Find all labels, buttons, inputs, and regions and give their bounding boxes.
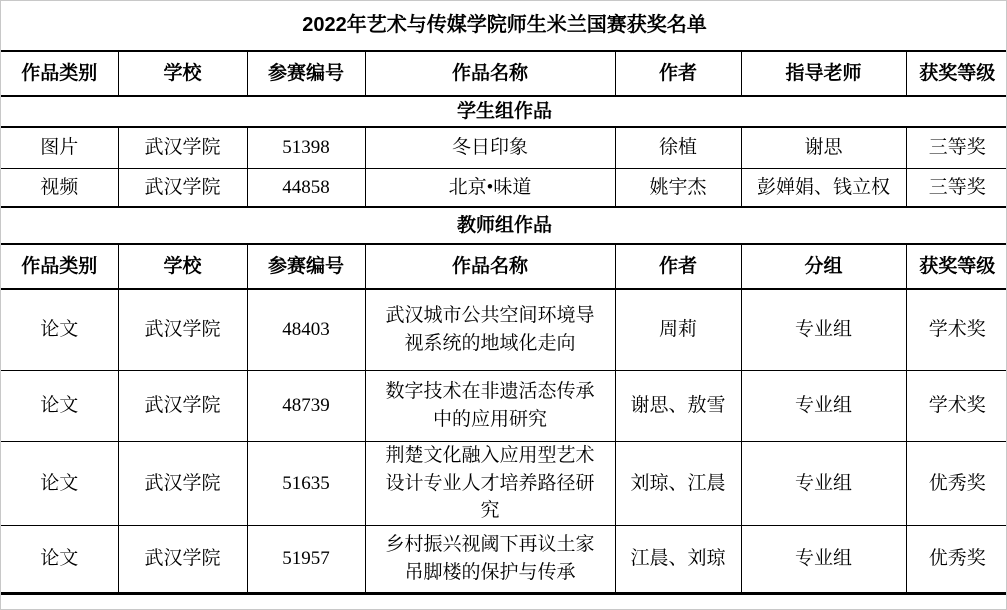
cell-award-level: 优秀奖 (906, 526, 1007, 594)
col-header-work-title: 作品名称 (365, 51, 615, 96)
cell-work-title: 乡村振兴视阈下再议土家吊脚楼的保护与传承 (365, 526, 615, 594)
col-header-author: 作者 (615, 244, 741, 289)
col-header-category: 作品类别 (1, 244, 118, 289)
cell-school: 武汉学院 (118, 127, 247, 169)
cell-award-level: 优秀奖 (906, 442, 1007, 526)
teacher-row (1, 526, 1007, 594)
cell-group: 专业组 (741, 526, 906, 594)
cell-author: 谢思、敖雪 (615, 371, 741, 442)
student-row (1, 169, 1007, 208)
cell-category: 视频 (1, 169, 118, 208)
col-header-category: 作品类别 (1, 51, 118, 96)
cell-work-title: 冬日印象 (365, 127, 615, 169)
teacher-header-row (1, 244, 1007, 289)
cell-entry-number: 44858 (247, 169, 365, 208)
col-header-group: 分组 (741, 244, 906, 289)
cell-entry-number: 48739 (247, 371, 365, 442)
cell-school: 武汉学院 (118, 169, 247, 208)
cell-category: 论文 (1, 442, 118, 526)
student-header-row (1, 51, 1007, 96)
cell-group: 专业组 (741, 442, 906, 526)
cell-author: 周莉 (615, 289, 741, 371)
cell-entry-number: 51635 (247, 442, 365, 526)
cell-advisor: 彭婵娟、钱立权 (741, 169, 906, 208)
col-header-advisor: 指导老师 (741, 51, 906, 96)
cell-school: 武汉学院 (118, 442, 247, 526)
col-header-author: 作者 (615, 51, 741, 96)
cell-category: 论文 (1, 371, 118, 442)
student-section-row (1, 96, 1007, 127)
col-header-award-level: 获奖等级 (906, 51, 1007, 96)
teacher-row (1, 442, 1007, 526)
cell-work-title: 武汉城市公共空间环境导视系统的地域化走向 (365, 289, 615, 371)
col-header-work-title: 作品名称 (365, 244, 615, 289)
col-header-entry-number: 参赛编号 (247, 244, 365, 289)
teacher-row (1, 371, 1007, 442)
cell-entry-number: 48403 (247, 289, 365, 371)
cell-category: 图片 (1, 127, 118, 169)
table-title-row (1, 1, 1007, 51)
cell-work-title: 北京•味道 (365, 169, 615, 208)
awards-table (1, 1, 1007, 595)
col-header-award-level: 获奖等级 (906, 244, 1007, 289)
table-title: 2022年艺术与传媒学院师生米兰国赛获奖名单 (1, 1, 1007, 51)
col-header-school: 学校 (118, 244, 247, 289)
cell-author: 江晨、刘琼 (615, 526, 741, 594)
cell-award-level: 学术奖 (906, 371, 1007, 442)
cell-work-title: 数字技术在非遗活态传承中的应用研究 (365, 371, 615, 442)
col-header-entry-number: 参赛编号 (247, 51, 365, 96)
cell-author: 徐植 (615, 127, 741, 169)
cell-school: 武汉学院 (118, 526, 247, 594)
teacher-section-row (1, 207, 1007, 244)
section-label-student-works: 学生组作品 (1, 96, 1007, 127)
cell-advisor: 谢思 (741, 127, 906, 169)
section-label-teacher-works: 教师组作品 (1, 207, 1007, 244)
cell-author: 姚宇杰 (615, 169, 741, 208)
cell-entry-number: 51398 (247, 127, 365, 169)
cell-category: 论文 (1, 289, 118, 371)
cell-group: 专业组 (741, 289, 906, 371)
cell-award-level: 学术奖 (906, 289, 1007, 371)
student-row (1, 127, 1007, 169)
cell-award-level: 三等奖 (906, 169, 1007, 208)
cell-school: 武汉学院 (118, 289, 247, 371)
cell-author: 刘琼、江晨 (615, 442, 741, 526)
teacher-row (1, 289, 1007, 371)
cell-school: 武汉学院 (118, 371, 247, 442)
cell-work-title: 荆楚文化融入应用型艺术设计专业人才培养路径研究 (365, 442, 615, 526)
cell-category: 论文 (1, 526, 118, 594)
cell-group: 专业组 (741, 371, 906, 442)
cell-award-level: 三等奖 (906, 127, 1007, 169)
cell-entry-number: 51957 (247, 526, 365, 594)
col-header-school: 学校 (118, 51, 247, 96)
